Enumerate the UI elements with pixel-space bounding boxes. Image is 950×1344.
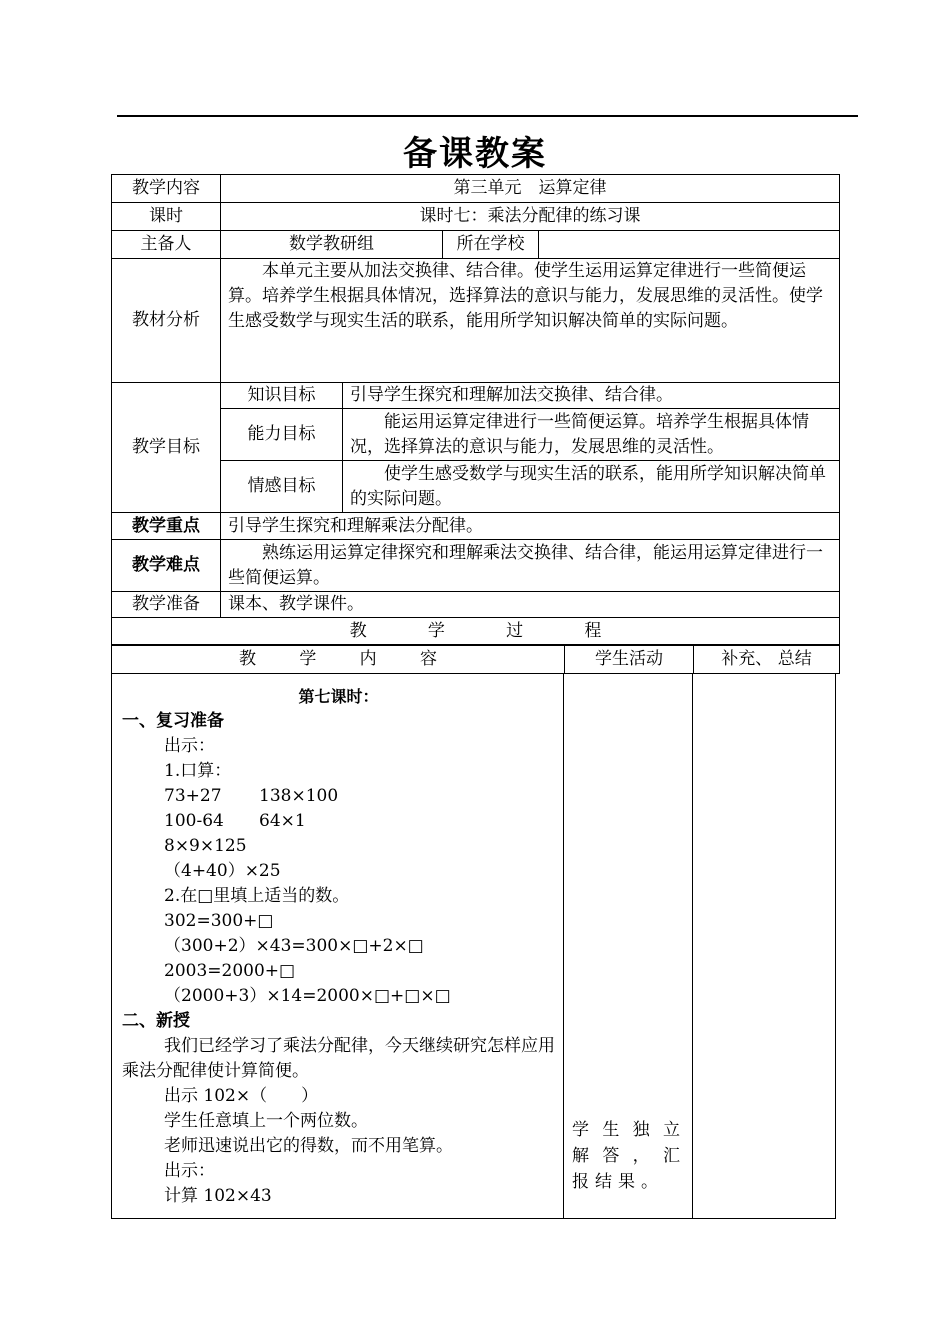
col-content-char: 学: [299, 649, 317, 669]
document-title: 备课教案: [403, 134, 547, 174]
prep-label: 教学准备: [112, 592, 221, 618]
emotion-text: [343, 461, 840, 513]
calc-row: [122, 784, 555, 809]
show-label: 出示：: [164, 1161, 215, 1181]
period-label: 课时: [112, 203, 221, 231]
process-heading-char: 程: [584, 620, 602, 641]
emotion-label: 情感目标: [221, 461, 343, 513]
prep-text: 课本、教学课件。: [221, 592, 840, 618]
section-new: 二、新授: [122, 1011, 190, 1031]
focus-label: 教学重点: [112, 513, 221, 540]
ability-text: [343, 409, 840, 461]
lesson-info-table: [111, 174, 840, 645]
preparer-label: 主备人: [112, 231, 221, 259]
emotion-paragraph: 使学生感受数学与现实生活的联系，能用所学知识解决简单的实际问题。: [350, 463, 826, 509]
goals-label: 教学目标: [112, 383, 221, 513]
fill-row: （2000+3）×14=2000×□+□×□: [164, 986, 451, 1006]
process-heading-char: 教: [349, 620, 367, 641]
show-item: 出示 102×（ ）: [164, 1086, 319, 1106]
focus-text: 引导学生探究和理解乘法分配律。: [221, 513, 840, 540]
school-label: 所在学校: [443, 231, 539, 259]
process-columns-table: [111, 645, 840, 674]
calc-row: （4+40）×25: [164, 861, 281, 881]
notes-cell: [693, 674, 836, 1219]
step-item: 老师迅速说出它的得数，而不用笔算。: [164, 1136, 453, 1156]
section-review: 一、复习准备: [122, 711, 224, 731]
process-body-table: [111, 673, 836, 1219]
content-value: 第三单元 运算定律: [221, 175, 840, 203]
header-rule: [117, 115, 858, 117]
question-1: 1.口算：: [164, 761, 232, 781]
show-label: 出示：: [164, 736, 215, 756]
analysis-paragraph: 本单元主要从加法交换律、结合律。使学生运用运算定律进行一些简便运算。培养学生根据具体情况，选择算法的意识与能力，发展思维的灵活性。使学生感受数学与现实生活的联系，能用所学知识解决简单的实际问题。: [228, 261, 823, 331]
intro-paragraph: 我们已经学习了乘法分配律，今天继续研究怎样应用乘法分配律使计算简便。: [122, 1036, 555, 1081]
lesson-title: 第七课时：: [298, 687, 379, 706]
calc-row: [122, 809, 555, 834]
question-2: 2.在□里填上适当的数。: [164, 886, 350, 906]
process-heading: [112, 618, 840, 645]
calc-item: 73+27: [164, 786, 222, 806]
difficulty-paragraph: 熟练运用运算定律探究和理解乘法交换律、结合律，能运用运算定律进行一些简便运算。: [228, 542, 823, 588]
col-content-char: 内: [359, 649, 377, 669]
difficulty-text: [221, 540, 840, 592]
col-content-header: [112, 646, 565, 674]
analysis-label: 教材分析: [112, 259, 221, 383]
process-heading-char: 过: [506, 620, 524, 641]
knowledge-label: 知识目标: [221, 383, 343, 409]
calc-item: 100-64: [164, 811, 224, 831]
fill-row: 2003=2000+□: [164, 961, 296, 981]
knowledge-text: 引导学生探究和理解加法交换律、结合律。: [343, 383, 840, 409]
activity-text: 学生独立解答，汇报结果。: [572, 1120, 686, 1192]
col-activity-header: 学生活动: [565, 646, 694, 674]
analysis-text: [221, 259, 840, 383]
difficulty-label: 教学难点: [112, 540, 221, 592]
lesson-content-cell: [112, 674, 564, 1219]
content-label: 教学内容: [112, 175, 221, 203]
period-value: 课时七：乘法分配律的练习课: [221, 203, 840, 231]
activity-cell: [564, 674, 693, 1219]
process-heading-char: 学: [427, 620, 445, 641]
col-notes-header: 补充、 总结: [694, 646, 840, 674]
calc-item: 64×1: [259, 811, 306, 831]
ability-paragraph: 能运用运算定律进行一些简便运算。培养学生根据具体情况，选择算法的意识与能力，发展思维的灵活性。: [350, 411, 809, 457]
preparer-value: 数学教研组: [221, 231, 443, 259]
col-content-char: 容: [419, 649, 437, 669]
calc-row: 8×9×125: [164, 836, 247, 856]
ability-label: 能力目标: [221, 409, 343, 461]
col-content-char: 教: [239, 649, 256, 669]
calc-final: 计算 102×43: [164, 1186, 272, 1206]
fill-row: 302=300+□: [164, 911, 274, 931]
school-value: [539, 231, 840, 259]
fill-row: （300+2）×43=300×□+2×□: [164, 936, 424, 956]
calc-item: 138×100: [259, 786, 339, 806]
step-item: 学生任意填上一个两位数。: [164, 1111, 368, 1131]
